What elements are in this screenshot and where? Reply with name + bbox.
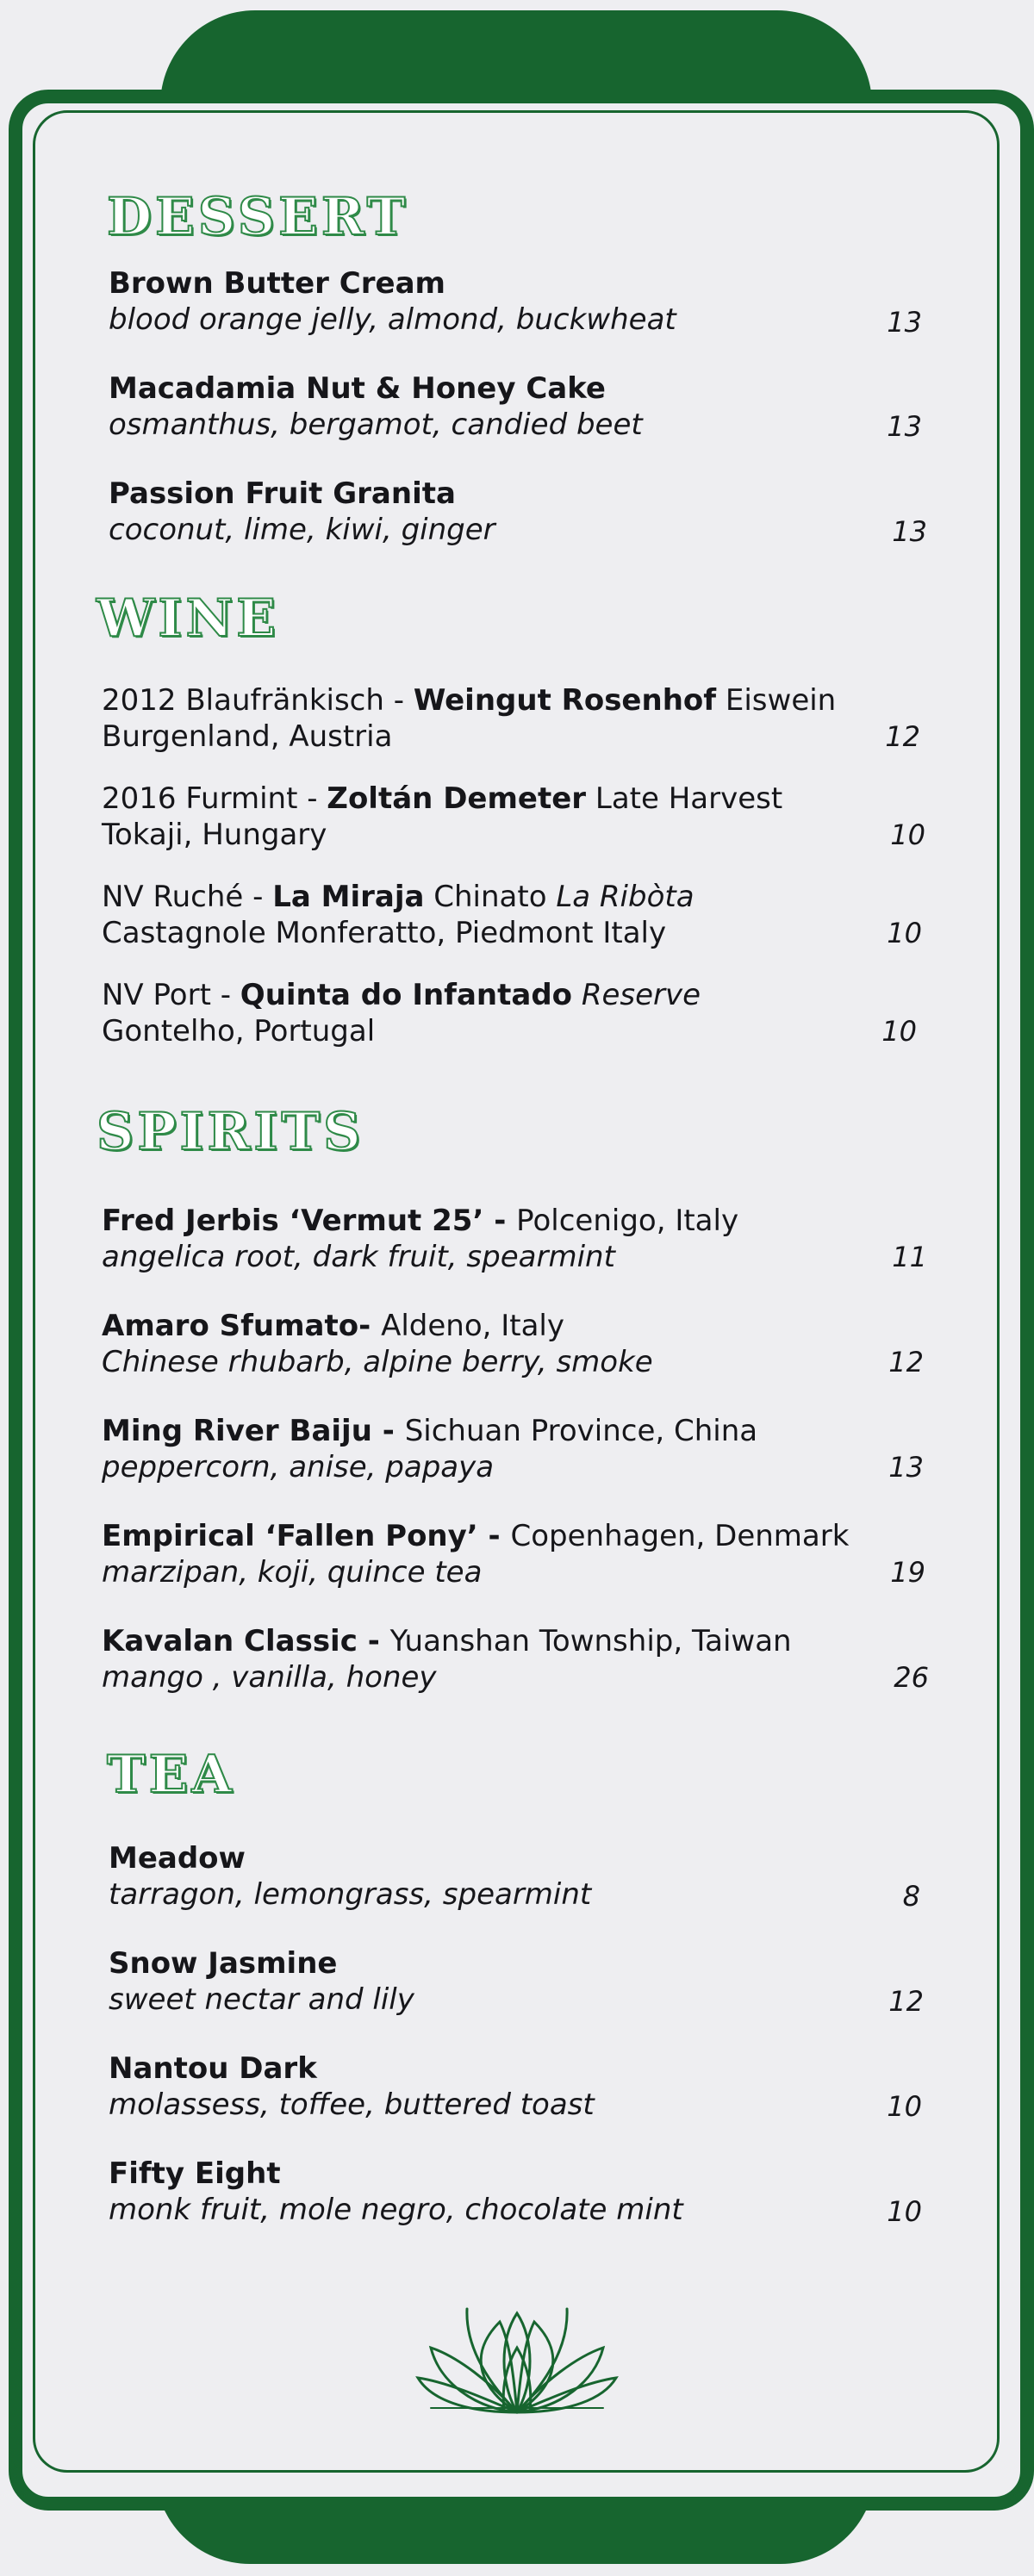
spirit-origin: Sichuan Province, China — [404, 1414, 758, 1448]
item-description: Chinese rhubarb, alpine berry, smoke — [102, 1345, 653, 1379]
item-price: 12 — [885, 720, 920, 753]
spirit-origin: Aldeno, Italy — [381, 1309, 564, 1343]
item-price: 19 — [890, 1556, 925, 1589]
item-price: 8 — [902, 1880, 920, 1913]
item-price: 13 — [888, 1451, 924, 1484]
item-description: blood orange jelly, almond, buckwheat — [109, 302, 676, 337]
wine-vintage: NV Ruché - — [102, 880, 273, 914]
item-name: Snow Jasmine — [109, 1946, 338, 1981]
item-description: osmanthus, bergamot, candied beet — [109, 408, 643, 442]
wine-region: Castagnole Monferatto, Piedmont Italy — [102, 916, 667, 950]
wine-style: Eiswein — [716, 683, 837, 718]
item-name: Macadamia Nut & Honey Cake — [109, 371, 606, 406]
menu-item — [102, 879, 695, 951]
wine-region: Tokaji, Hungary — [102, 818, 327, 852]
item-description: mango , vanilla, honey — [102, 1660, 437, 1695]
item-price: 12 — [888, 1346, 924, 1378]
item-price: 10 — [881, 1015, 917, 1048]
item-price: 10 — [887, 2090, 922, 2123]
spirit-origin: Yuanshan Township, Taiwan — [389, 1624, 792, 1658]
item-price: 10 — [887, 917, 922, 949]
item-name: Nantou Dark — [109, 2051, 317, 2086]
item-name: Fifty Eight — [109, 2156, 281, 2191]
item-price: 10 — [890, 818, 925, 851]
menu-item — [102, 1413, 757, 1485]
item-description: coconut, lime, kiwi, ginger — [109, 513, 495, 547]
spirit-name: Ming River Baiju - — [102, 1414, 405, 1448]
wine-producer: La Miraja — [272, 880, 425, 914]
wine-producer: Zoltán Demeter — [327, 781, 587, 816]
wine-vintage: 2016 Furmint - — [102, 781, 327, 816]
item-price: 11 — [892, 1241, 927, 1273]
menu-item — [102, 781, 782, 853]
item-name: Passion Fruit Granita — [109, 476, 456, 511]
wine-vintage: NV Port - — [102, 978, 240, 1012]
wine-style: Chinato — [424, 880, 557, 914]
item-description: sweet nectar and lily — [109, 1982, 414, 2017]
wine-style-italic: La Ribòta — [556, 880, 695, 914]
menu-item — [102, 1203, 738, 1275]
menu-item — [109, 476, 495, 548]
item-price: 12 — [888, 1985, 924, 2018]
wine-region: Gontelho, Portugal — [102, 1014, 376, 1048]
item-description: marzipan, koji, quince tea — [102, 1555, 483, 1590]
wine-region: Burgenland, Austria — [102, 719, 393, 754]
menu-item — [109, 370, 643, 443]
item-name: Brown Butter Cream — [109, 266, 445, 301]
item-price: 13 — [887, 410, 922, 443]
menu-item — [102, 1518, 849, 1590]
spirit-name: Empirical ‘Fallen Pony’ - — [102, 1519, 511, 1553]
lotus-flower-icon — [414, 2287, 620, 2417]
spirit-name: Amaro Sfumato- — [102, 1309, 382, 1343]
wine-style-italic: Reserve — [581, 978, 701, 1012]
section-title-tea: TEA — [107, 1745, 235, 1805]
menu-item — [109, 1840, 591, 1913]
menu-item — [109, 1945, 414, 2018]
menu-item — [109, 265, 676, 338]
item-price: 13 — [892, 515, 927, 548]
wine-producer: Quinta do Infantado — [240, 978, 573, 1012]
menu-item — [102, 1623, 792, 1696]
menu-item — [102, 682, 836, 755]
item-description: tarragon, lemongrass, spearmint — [109, 1877, 592, 1912]
wine-style — [572, 978, 582, 1012]
item-name: Meadow — [109, 1841, 246, 1876]
spirit-origin: Polcenigo, Italy — [516, 1204, 739, 1238]
menu-item — [102, 1308, 653, 1380]
spirit-name: Kavalan Classic - — [102, 1624, 390, 1658]
menu-item — [102, 977, 701, 1049]
section-title-wine: WINE — [97, 588, 280, 649]
item-description: monk fruit, mole negro, chocolate mint — [109, 2193, 683, 2227]
item-price: 26 — [894, 1661, 929, 1694]
wine-producer: Weingut Rosenhof — [413, 683, 717, 718]
spirit-name: Fred Jerbis ‘Vermut 25’ - — [102, 1204, 517, 1238]
item-price: 13 — [887, 306, 922, 339]
item-description: molassess, toffee, buttered toast — [109, 2088, 595, 2122]
spirit-origin: Copenhagen, Denmark — [510, 1519, 850, 1553]
section-title-spirits: SPIRITS — [97, 1102, 364, 1162]
menu-item — [109, 2156, 683, 2228]
wine-style: Late Harvest — [586, 781, 783, 816]
item-price: 10 — [887, 2195, 922, 2228]
section-title-dessert: DESSERT — [107, 187, 409, 247]
item-description: angelica root, dark fruit, spearmint — [102, 1240, 615, 1274]
wine-vintage: 2012 Blaufränkisch - — [102, 683, 414, 718]
menu-item — [109, 2050, 595, 2123]
item-description: peppercorn, anise, papaya — [102, 1450, 495, 1484]
